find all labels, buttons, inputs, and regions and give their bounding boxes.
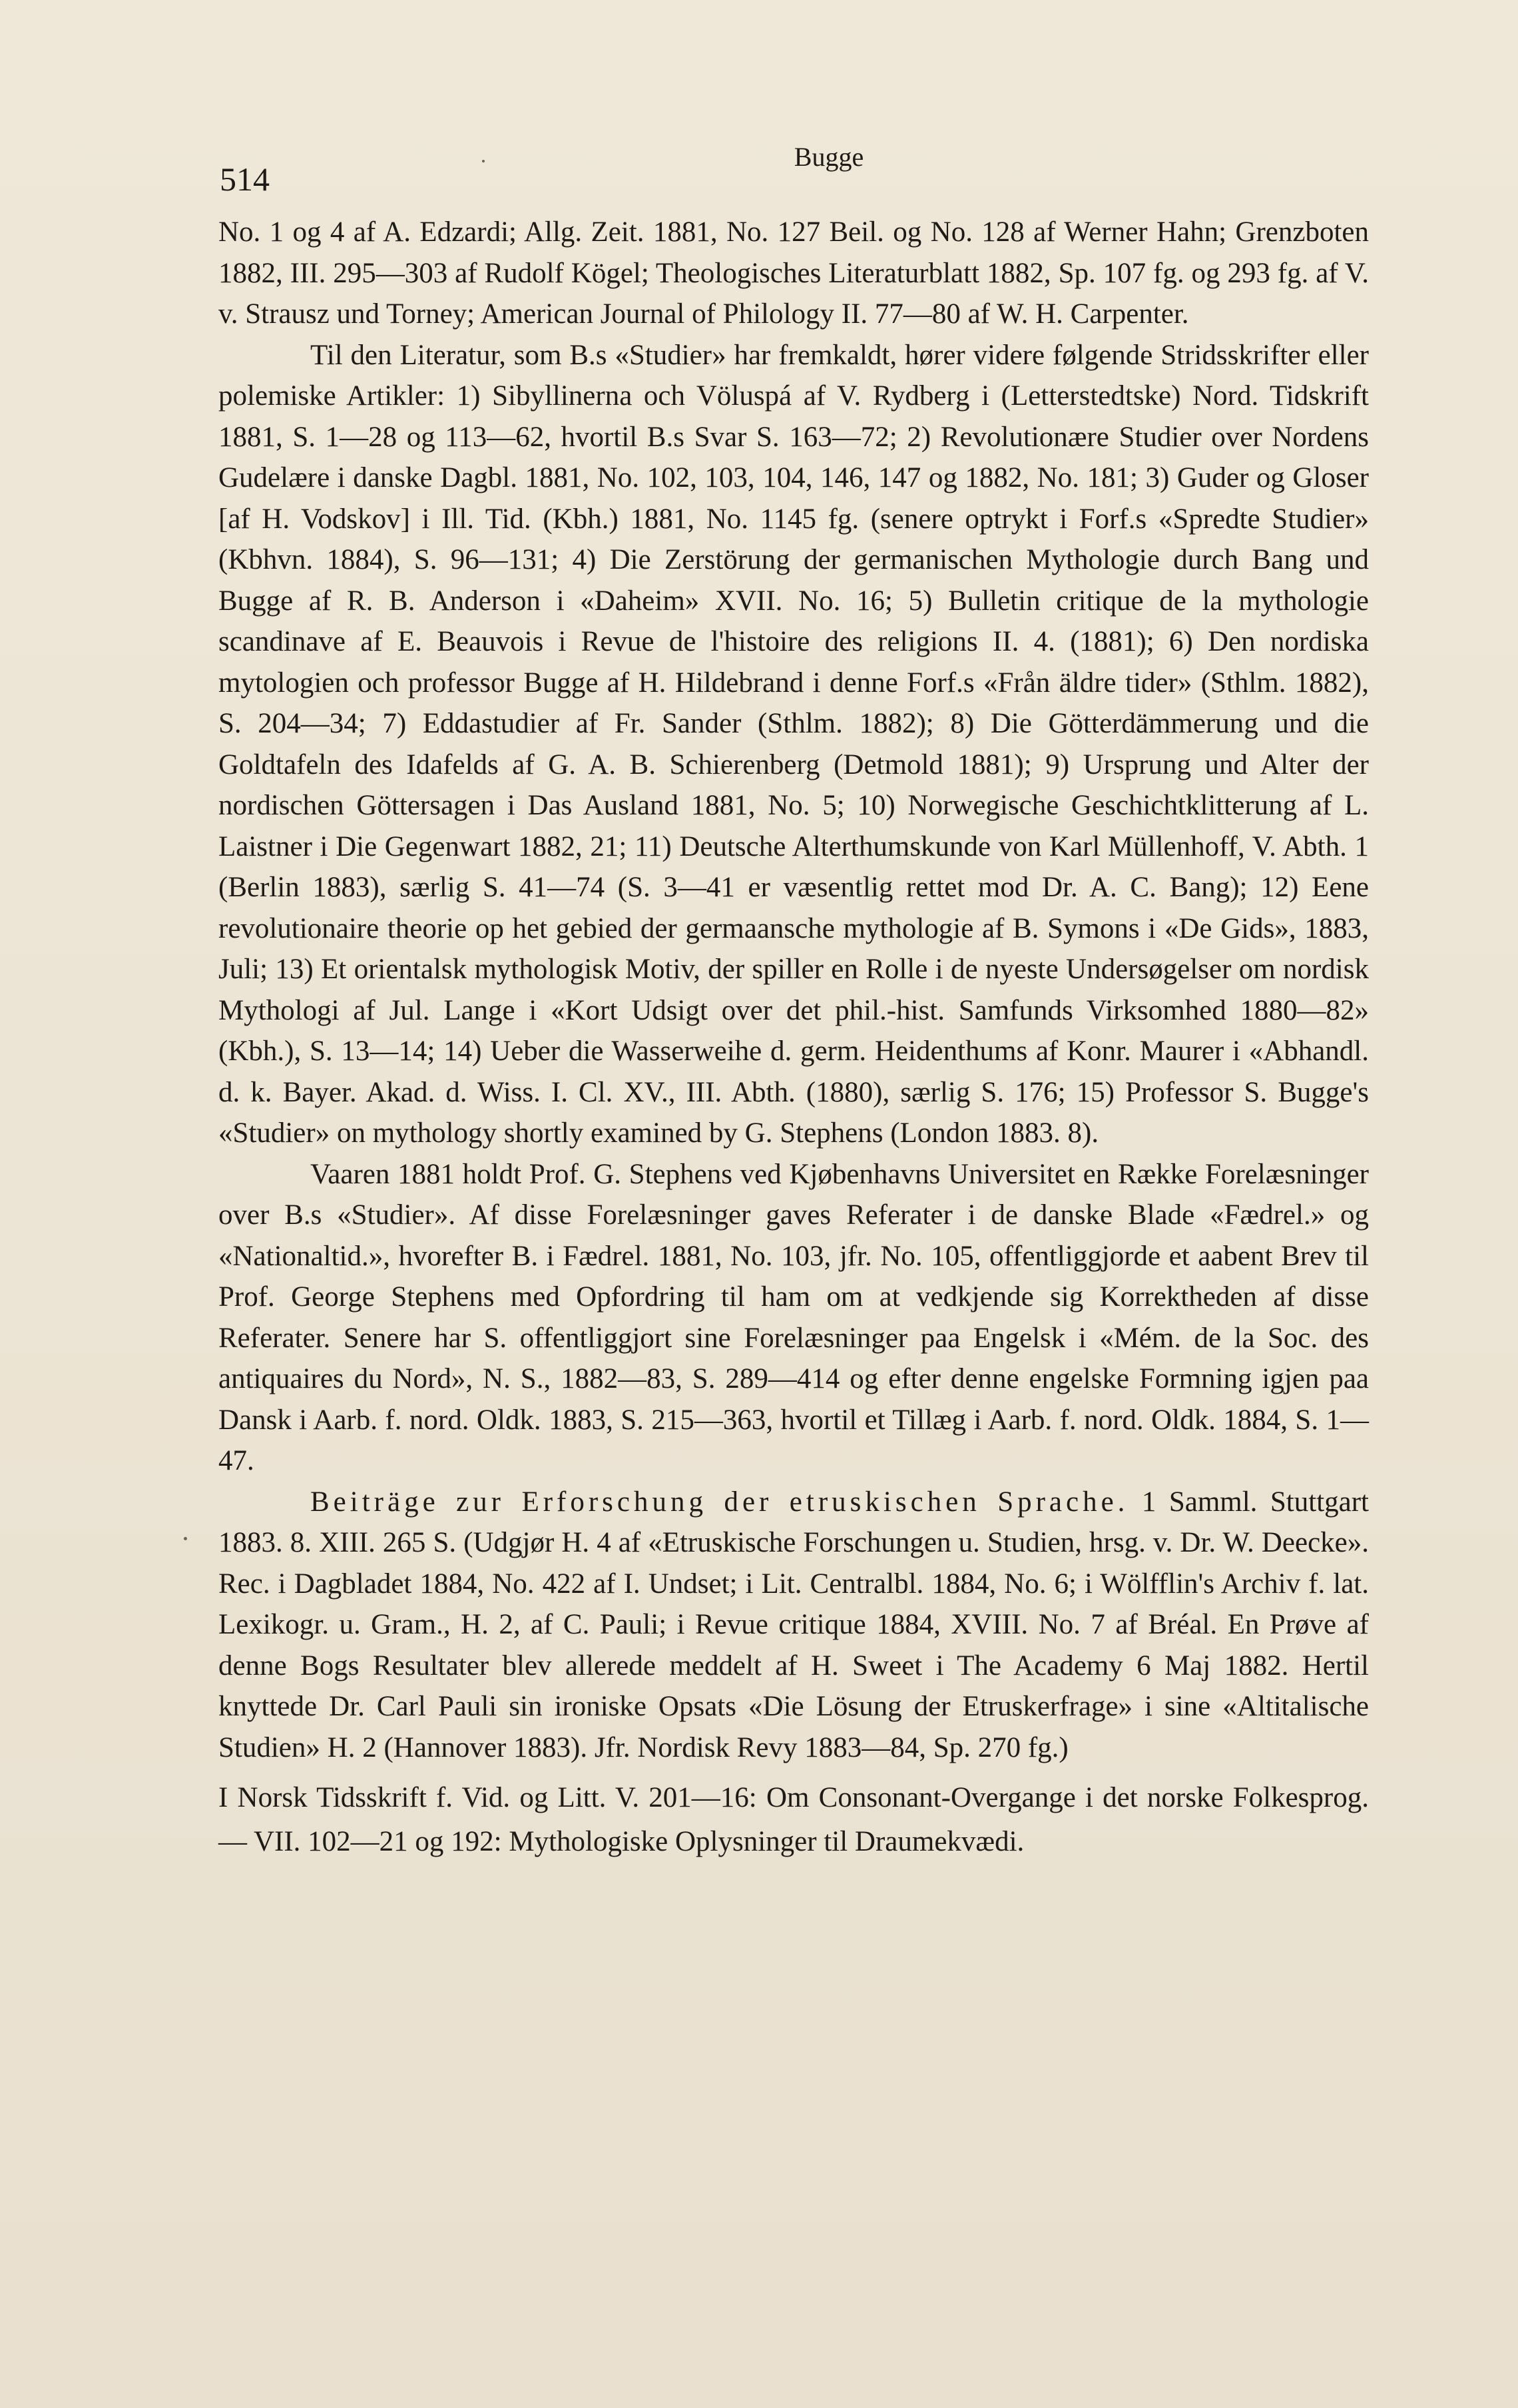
- etruscan-book-title: Beiträge zur Erforschung der etruskischen Sprache.: [310, 1486, 1129, 1518]
- etruscan-details: 1 Samml. Stuttgart 1883. 8. XIII. 265 S. (Udgjør H. 4 af «Etruskische Forschungen u. Studien, hrsg. v. Dr. W. Deecke». Rec. i Dagbladet 1884, No. 422 af I. Undset; i Lit. Centralbl. 1884, No. 6; i Wölfflin's Archiv f. lat. Lexikogr. u. Gram., H. 2, af C. Pauli; i Revue critique 1884, XVIII. No. 7 af Bréal. En Prøve af denne Bogs Resultater blev allerede meddelt af H. Sweet i The Academy 6 Maj 1882. Hertil knyttede Dr. Carl Pauli sin ironiske Opsats «Die Lösung der Etruskerfrage» i sine «Altitalische Studien» H. 2 (Hannover 1883). Jfr. Nordisk Revy 1883—84, Sp. 270 fg.): [218, 1486, 1369, 1763]
- body-text: [218, 212, 1369, 1864]
- paragraph-etruscan: [218, 1482, 1369, 1769]
- paragraph-polemics: Til den Literatur, som B.s «Studier» har fremkaldt, hører videre følgende Stridsskrifter eller polemiske Artikler: 1) Sibyllinerna och Völuspá af V. Rydberg i (Letterstedtske) Nord. Tidskrift 1881, S. 1—28 og 113—62, hvortil B.s Svar S. 163—72; 2) Revolutionære Studier over Nordens Gudelære i danske Dagbl. 1881, No. 102, 103, 104, 146, 147 og 1882, No. 181; 3) Guder og Gloser [af H. Vodskov] i Ill. Tid. (Kbh.) 1881, No. 1145 fg. (senere optrykt i Forf.s «Spredte Studier» (Kbhvn. 1884), S. 96—131; 4) Die Zerstörung der germanischen Mythologie durch Bang und Bugge af R. B. Anderson i «Daheim» XVII. No. 16; 5) Bulletin critique de la mythologie scandinave af E. Beauvois i Revue de l'histoire des religions II. 4. (1881); 6) Den nordiska mytologien och professor Bugge af H. Hildebrand i denne Forf.s «Från äldre tider» (Sthlm. 1882), S. 204—34; 7) Eddastudier af Fr. Sander (Sthlm. 1882); 8) Die Götterdämmerung und die Goldtafeln des Idafelds af G. A. B. Schierenberg (Detmold 1881); 9) Ursprung und Alter der nordischen Göttersagen i Das Ausland 1881, No. 5; 10) Norwegische Geschichtklitterung af L. Laistner i Die Gegenwart 1882, 21; 11) Deutsche Alterthumskunde von Karl Müllenhoff, V. Abth. 1 (Berlin 1883), særlig S. 41—74 (S. 3—41 er væsentlig rettet mod Dr. A. C. Bang); 12) Eene revolutionaire theorie op het gebied der germaansche mythologie af B. Symons i «De Gids», 1883, Juli; 13) Et orientalsk mythologisk Motiv, der spiller en Rolle i de nyeste Undersøgelser om nordisk Mythologi af Jul. Lange i «Kort Udsigt over det phil.-hist. Samfunds Virksomhed 1880—82» (Kbh.), S. 13—14; 14) Ueber die Wasserweihe d. germ. Heidenthums af Konr. Maurer i «Abhandl. d. k. Bayer. Akad. d. Wiss. I. Cl. XV., III. Abth. (1880), særlig S. 176; 15) Professor S. Bugge's «Studier» on mythology shortly examined by G. Stephens (London 1883. 8).: [218, 339, 1369, 1149]
- scan-speck: [482, 160, 485, 162]
- scan-speck: [184, 1537, 187, 1540]
- page-number: 514: [220, 160, 270, 198]
- footnote-blackletter: I Norsk Tidsskrift f. Vid. og Litt. V. 201—16: Om Consonant-Overgange i det norske Folkesprog. — VII. 102—21 og 192: Mythologiske Oplysninger til Draumekvædi.: [218, 1782, 1369, 1857]
- paragraph-continued: No. 1 og 4 af A. Edzardi; Allg. Zeit. 1881, No. 127 Beil. og No. 128 af Werner Hahn; Grenzboten 1882, III. 295—303 af Rudolf Kögel; Theologisches Literaturblatt 1882, Sp. 107 fg. og 293 fg. af V. v. Strausz und Torney; American Journal of Philology II. 77—80 af W. H. Carpenter.: [218, 216, 1369, 330]
- paragraph-stephens-lectures: Vaaren 1881 holdt Prof. G. Stephens ved Kjøbenhavns Universitet en Række Forelæsninger over B.s «Studier». Af disse Forelæsninger gaves Referater i de danske Blade «Fædrel.» og «Nationaltid.», hvorefter B. i Fædrel. 1881, No. 103, jfr. No. 105, offentliggjorde et aabent Brev til Prof. George Stephens med Opfordring til ham om at vedkjende sig Korrektheden af disse Referater. Senere har S. offentliggjort sine Forelæsninger paa Engelsk i «Mém. de la Soc. des antiquaires du Nord», N. S., 1882—83, S. 289—414 og efter denne engelske Formning igjen paa Dansk i Aarb. f. nord. Oldk. 1883, S. 215—363, hvortil et Tillæg i Aarb. f. nord. Oldk. 1884, S. 1—47.: [218, 1158, 1369, 1476]
- running-title: Bugge: [794, 142, 864, 172]
- running-head: [220, 141, 1372, 198]
